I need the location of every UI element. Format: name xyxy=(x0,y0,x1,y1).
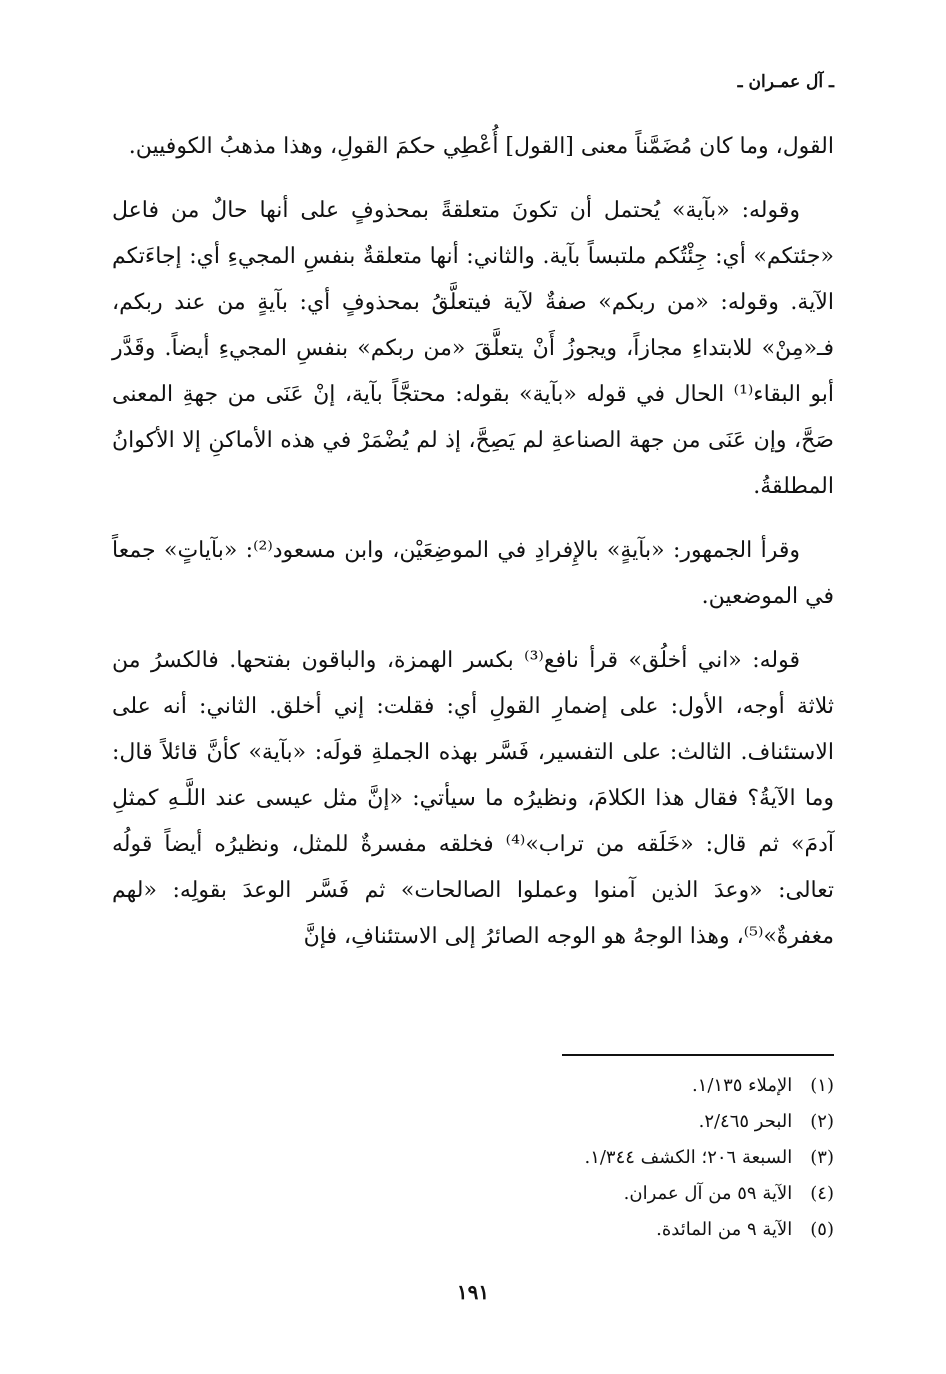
main-text xyxy=(112,124,834,960)
footnote-text: الآية ٥٩ من آل عمران. xyxy=(623,1183,793,1204)
footnote-text: البحر ٢/٤٦٥. xyxy=(698,1111,793,1132)
footnote-item xyxy=(334,1068,834,1104)
footnote-number: (١) xyxy=(810,1075,834,1096)
paragraph-biayah: وقوله: «بآية» يُحتمل أن تكونَ متعلقةً بمحذوفٍ على أنها حالٌ من فاعل «جئتكم» أي: جِئْتُكم ملتبساً بآية. والثاني: أنها متعلقةٌ بنفسِ المجيءِ أي: إجاءَتكم الآية. وقوله: «من ربكم» صفةٌ لآية فيتعلَّقُ بمحذوفٍ أي: بآيةٍ من عند ربكم، فـ«مِنْ» للابتداءِ مجازاً، ويجوزُ أَنْ يتعلَّقَ «من ربكم» بنفسِ المجيءِ أيضاً. وقَدَّر أبو البقاء⁽¹⁾ الحال في قوله «بآية» بقوله: محتجَّاً بآية، إنْ عَنَى من جهةِ المعنى صَحَّ، وإن عَنَى من جهة الصناعةِ لم يَصِحَّ، إذ لم يُضْمَرْ في هذه الأماكنِ إلا الأكوانُ المطلقةُ. xyxy=(112,198,834,499)
paragraph-reading: وقرأ الجمهور: «بآيةٍ» بالإِفرادِ في الموضِعَيْن، وابن مسعود⁽²⁾: «بآياتٍ» جمعاً في الموضعين. xyxy=(112,538,834,609)
footnote-item xyxy=(334,1140,834,1176)
footnote-divider xyxy=(562,1054,834,1056)
footnote-item xyxy=(334,1176,834,1212)
footnote-text: الإملاء ١/١٣٥. xyxy=(691,1075,793,1096)
footnote-number: (٤) xyxy=(810,1183,834,1204)
paragraph-akhluq: قوله: «اني أخلُق» قرأ نافع⁽³⁾ بكسر الهمزة، والباقون بفتحها. فالكسرُ من ثلاثة أوجه، الأول: على إضمارِ القولِ أي: فقلت: إني أخلق. الثاني: أنه على الاستئناف. الثالث: على التفسير، فَسَّر بهذه الجملةِ قولَه: «بآية» كأنَّ قائلاً قال: وما الآيةُ؟ فقال هذا الكلامَ، ونظيرُه ما سيأتي: «إنَّ مثل عيسى عند اللَّـهِ كمثلِ آدمَ» ثم قال: «خَلَقه من تراب»⁽⁴⁾ فخلقه مفسرةٌ للمثل، ونظيرُه أيضاً قولُه تعالى: «وعدَ الذين آمنوا وعملوا الصالحات» ثم فَسَّر الوعدَ بقولِه: «لهم مغفرةٌ»⁽⁵⁾، وهذا الوجهُ هو الوجه الصائرُ إلى الاستئنافِ، فإنَّ xyxy=(112,648,834,949)
footnote-text: السبعة ٢٠٦؛ الكشف ١/٣٤٤. xyxy=(584,1147,793,1168)
paragraph-continuation: القول، وما كان مُضَمَّناً معنى [القول] أُعْطِي حكمَ القولِ، وهذا مذهبُ الكوفيين. xyxy=(128,134,834,159)
footnotes xyxy=(334,1068,834,1248)
running-header: ـ آل عمـران ـ xyxy=(737,72,834,92)
page-number: ١٩١ xyxy=(456,1280,490,1304)
footnote-number: (٥) xyxy=(810,1219,834,1240)
footnote-item xyxy=(334,1212,834,1248)
footnote-item xyxy=(334,1104,834,1140)
footnote-number: (٣) xyxy=(810,1147,834,1168)
footnote-text: الآية ٩ من المائدة. xyxy=(656,1219,793,1240)
footnote-number: (٢) xyxy=(810,1111,834,1132)
